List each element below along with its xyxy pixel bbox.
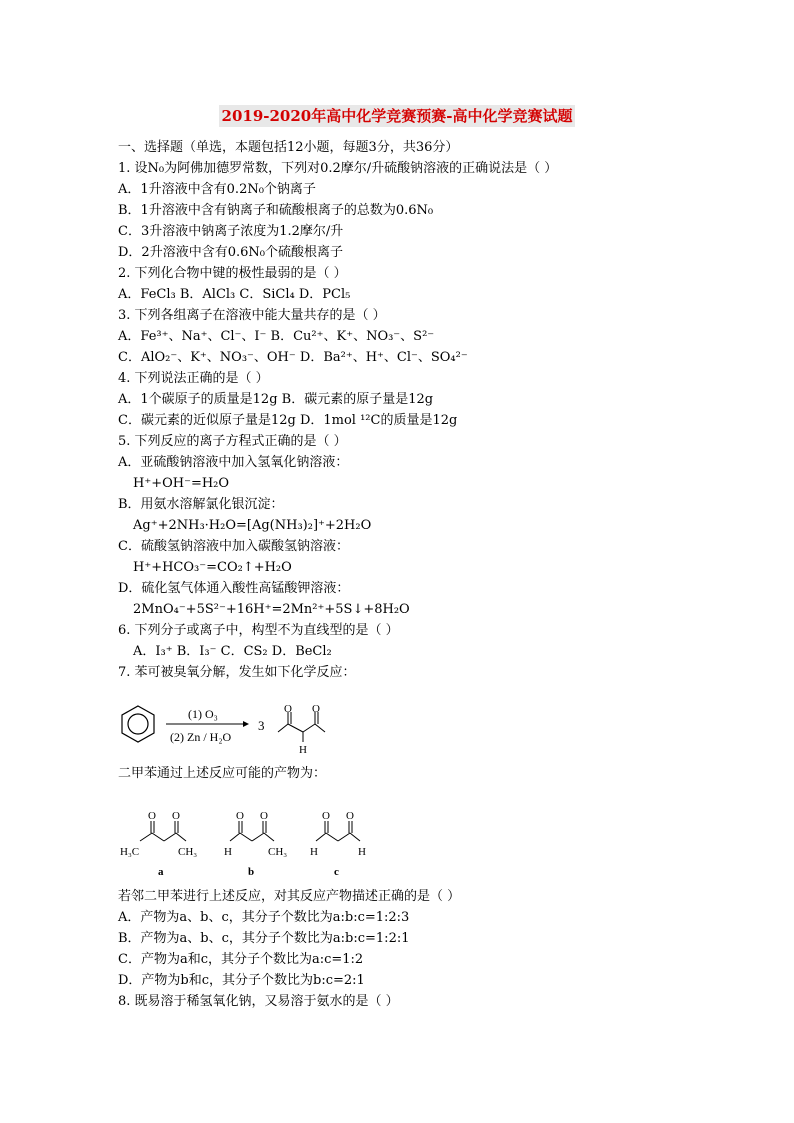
q5-option-a: A．亚硫酸钠溶液中加入氢氧化钠溶液： [118,455,349,470]
question-2: 2. 下列化合物中键的极性最弱的是（ ） [118,266,347,281]
q6-options: A．I₃⁺ B．I₃⁻ C．CS₂ D．BeCl₂ [133,644,332,659]
question-1: 1. 设N₀为阿佛加德罗常数，下列对0.2摩尔/升硫酸钠溶液的正确说法是（ ） [118,161,558,176]
methyl-label: CH₃ [178,846,198,858]
oxygen-label: O [284,703,292,715]
q4-options-cd: C．碳元素的近似原子量是12g D．1mol ¹²C的质量是12g [118,413,458,428]
q5-equation-d: 2MnO₄⁻+5S²⁻+16H⁺=2Mn²⁺+5S↓+8H₂O [133,602,410,617]
glyoxal-structure [278,712,325,742]
q3-options-ab: A．Fe³⁺、Na⁺、Cl⁻、I⁻ B．Cu²⁺、K⁺、NO₃⁻、S²⁻ [118,329,435,344]
reagent-ozone: (1) O₃ [188,707,218,721]
q2-options: A．FeCl₃ B．AlCl₃ C．SiCl₄ D．PCl₅ [118,287,351,302]
q1-option-c: C．3升溶液中钠离子浓度为1.2摩尔/升 [118,224,344,239]
question-5: 5. 下列反应的离子方程式正确的是（ ） [118,434,347,449]
methyl-label: H₃C [120,846,140,858]
q4-options-ab: A．1个碳原子的质量是12g B．碳元素的原子量是12g [118,392,434,407]
oxygen-label: O [236,810,244,822]
question-7: 7. 苯可被臭氧分解，发生如下化学反应： [118,665,356,680]
q1-option-d: D．2升溶液中含有0.6N₀个硫酸根离子 [118,245,343,260]
q5-equation-a: H⁺+OH⁻=H₂O [133,476,230,491]
q7-option-d: D．产物为b和c，其分子个数比为b:c=2:1 [118,973,365,988]
oxygen-label: O [346,810,354,822]
oxygen-label: O [148,810,156,822]
methyl-label: CH₃ [268,846,288,858]
oxygen-label: O [172,810,180,822]
product-a-label: a [158,866,164,878]
product-a-structure [140,821,186,841]
section-heading: 一、选择题（单选，本题包括12小题，每题3分，共36分） [118,140,459,155]
oxygen-label: O [260,810,268,822]
product-c-label: c [334,866,339,878]
q5-option-c: C．硫酸氢钠溶液中加入碳酸氢钠溶液： [118,539,349,554]
reagent-zinc-water: (2) Zn / H₂O [170,730,232,744]
reaction-arrow [166,721,249,727]
q5-equation-b: Ag⁺+2NH₃·H₂O=[Ag(NH₃)₂]⁺+2H₂O [133,518,372,533]
oxygen-label: O [322,810,330,822]
question-3: 3. 下列各组离子在溶液中能大量共存的是（ ） [118,308,386,323]
product-c-structure [316,821,360,841]
q7-option-b: B．产物为a、b、c，其分子个数比为a:b:c=1:2:1 [118,931,410,946]
q5-option-b: B．用氨水溶解氯化银沉淀： [118,497,284,512]
q1-option-a: A．1升溶液中含有0.2N₀个钠离子 [118,182,316,197]
q1-option-b: B．1升溶液中含有钠离子和硫酸根离子的总数为0.6N₀ [118,203,434,218]
document-title: 2019-2020年高中化学竞赛预赛-高中化学竞赛试题 [0,105,794,126]
product-b-label: b [248,866,255,878]
ozonolysis-reaction-figure [118,700,348,760]
q7-option-c: C．产物为a和c，其分子个数比为a:c=1:2 [118,952,364,967]
hydrogen-label: H [310,846,318,858]
q5-equation-c: H⁺+HCO₃⁻=CO₂↑+H₂O [133,560,292,575]
q3-options-cd: C．AlO₂⁻、K⁺、NO₃⁻、OH⁻ D．Ba²⁺、H⁺、Cl⁻、SO₄²⁻ [118,350,468,365]
q5-option-d: D．硫化氢气体通入酸性高锰酸钾溶液： [118,581,350,596]
question-4: 4. 下列说法正确的是（ ） [118,371,269,386]
hydrogen-label: H [358,846,366,858]
hydrogen-label: H [299,744,307,756]
oxygen-label: O [312,703,320,715]
products-figure [118,805,378,880]
coefficient: 3 [258,718,265,733]
products-intro: 二甲苯通过上述反应可能的产物为： [118,766,327,781]
question-6: 6. 下列分子或离子中，构型不为直线型的是（ ） [118,623,399,638]
hydrogen-label: H [224,846,232,858]
question-7-stem: 若邻二甲苯进行上述反应，对其反应产物描述正确的是（ ） [118,889,461,904]
benzene-ring [122,706,154,742]
q7-option-a: A．产物为a、b、c，其分子个数比为a:b:c=1:2:3 [118,910,410,925]
product-b-structure [230,821,274,841]
question-8: 8. 既易溶于稀氢氧化钠，又易溶于氨水的是（ ） [118,994,399,1009]
